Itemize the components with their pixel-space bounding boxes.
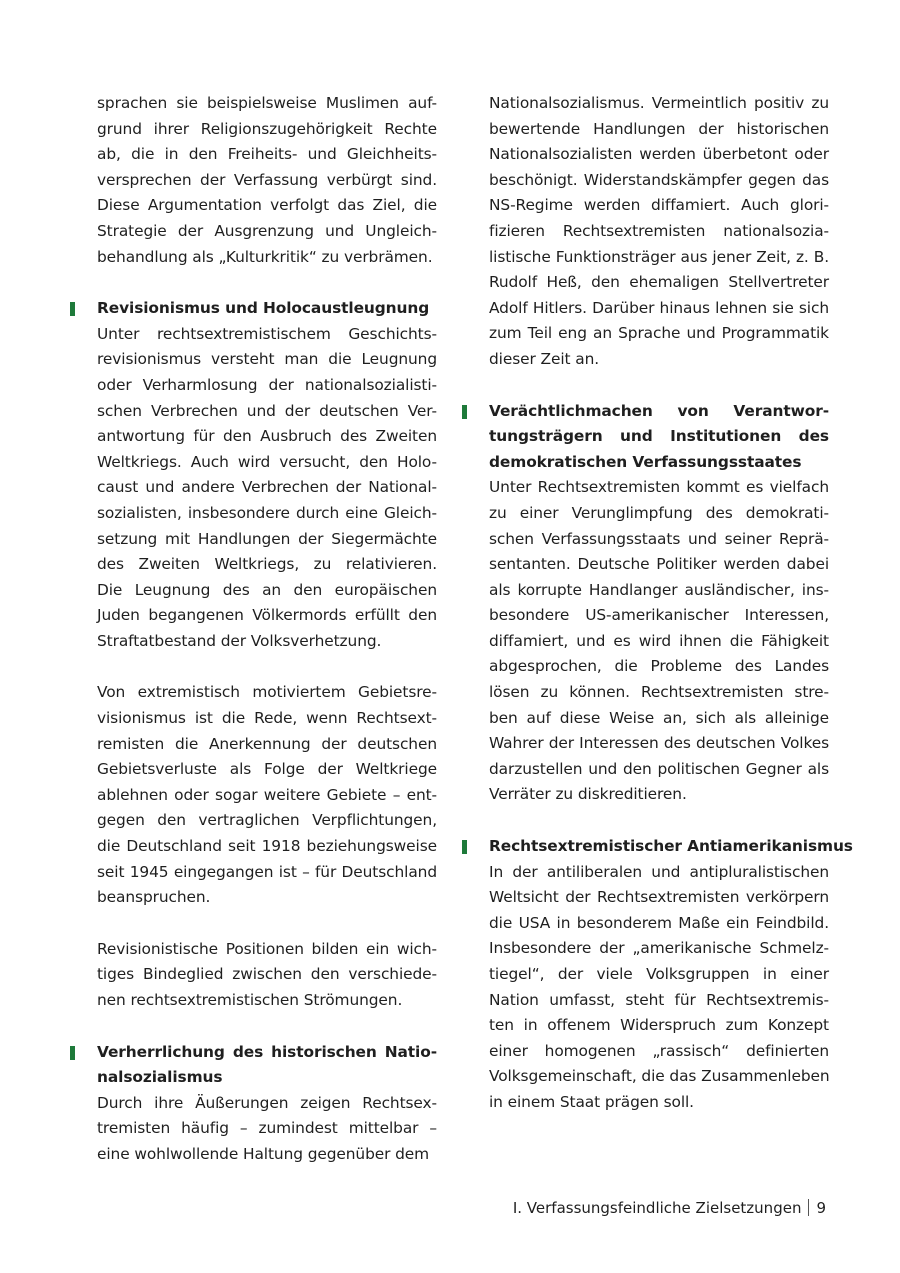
paragraph-gap xyxy=(97,270,437,296)
text-line: die Deutschland seit 1918 beziehungsweise xyxy=(97,837,437,856)
text-line: Unter Rechtsextremisten kommt es vielfach xyxy=(489,478,829,497)
text-line: Weltkriegs. Auch wird versucht, den Holo- xyxy=(97,452,437,471)
text-line: Diese Argumentation verfolgt das Ziel, die xyxy=(97,196,437,215)
text-line: schen Verfassungsstaats und seiner Reprä- xyxy=(489,529,829,548)
paragraph-gap xyxy=(489,808,829,834)
section-verherrlichung xyxy=(97,1040,437,1168)
text-line: tiegel“, der viele Volksgruppen in einer xyxy=(489,965,829,983)
section-bullet-marker xyxy=(462,405,467,419)
text-line: nen rechtsextremistischen Strömungen. xyxy=(97,991,403,1009)
text-line: Die Leugnung des an den europäischen xyxy=(97,580,437,599)
text-line: In der antiliberalen und antipluralistischen xyxy=(489,862,829,881)
text-line: setzung mit Handlungen der Siegermächte xyxy=(97,529,437,548)
text-line: Nationalsozialisten werden überbetont oder xyxy=(489,145,829,164)
text-line: ab, die in den Freiheits- und Gleichheits- xyxy=(97,145,437,164)
section-revisionismus xyxy=(97,296,437,1013)
text-line: gegen den vertraglichen Verpflichtungen, xyxy=(97,811,437,830)
text-line: remisten die Anerkennung der deutschen xyxy=(97,734,437,753)
paragraph-gap xyxy=(489,373,829,399)
text-line: caust und andere Verbrechen der National- xyxy=(97,478,437,497)
section-veraechtlichmachen xyxy=(489,399,829,809)
section-bullet-marker xyxy=(70,302,75,316)
text-line: sentanten. Deutsche Politiker werden dabei xyxy=(489,555,829,574)
footer-separator xyxy=(808,1199,809,1216)
section-heading-line: nalsozialismus xyxy=(97,1068,223,1087)
paragraph-gap xyxy=(97,911,437,937)
text-line: des Zweiten Weltkriegs, zu relativieren. xyxy=(97,555,437,574)
text-line: ben auf diese Weise an, sich als alleinige xyxy=(489,708,829,727)
text-line: listische Funktionsträger aus jener Zeit, z. B. xyxy=(489,247,829,266)
text-line: eine wohlwollende Haltung gegenüber dem xyxy=(97,1144,430,1163)
text-line: sprachen sie beispielsweise Muslimen auf- xyxy=(97,94,437,112)
text-line: ablehnen oder sogar weitere Gebiete – ent- xyxy=(97,785,437,804)
text-line: sozialisten, insbesondere durch eine Gleich- xyxy=(97,503,437,522)
section-heading-line: tungsträgern und Institutionen des xyxy=(489,427,829,446)
text-line: beschönigt. Widerstandskämpfer gegen das xyxy=(489,170,829,189)
text-line: beanspruchen. xyxy=(97,888,211,907)
text-line: ten in offenem Widerspruch zum Konzept xyxy=(489,1016,829,1035)
text-line: Straftatbestand der Volksverhetzung. xyxy=(97,631,382,650)
text-line: einer homogenen „rassisch“ definierten xyxy=(489,1041,829,1060)
text-line: die USA in besonderem Maße ein Feindbild. xyxy=(489,913,829,932)
section-heading-line: Verächtlichmachen von Verantwor- xyxy=(489,401,829,420)
text-line: Volksgemeinschaft, die das Zusammenleben xyxy=(489,1067,830,1086)
text-line: diffamiert, und es wird ihnen die Fähigkeit xyxy=(489,631,829,650)
text-line: Gebietsverluste als Folge der Weltkriege xyxy=(97,760,437,779)
section-heading-line: Rechtsextremistischer Antiamerikanismus xyxy=(489,837,853,856)
text-line: NS-Regime werden diffamiert. Auch glori- xyxy=(489,196,829,215)
paragraph-gap xyxy=(97,1014,437,1040)
section-heading-line: demokratischen Verfassungsstaates xyxy=(489,452,802,471)
text-line: revisionismus versteht man die Leugnung xyxy=(97,350,437,369)
text-line: als korrupte Handlanger ausländischer, ins- xyxy=(489,580,829,599)
text-line: abgesprochen, die Probleme des Landes xyxy=(489,657,829,676)
text-line: Revisionistische Positionen bilden ein wich- xyxy=(97,939,437,958)
text-line: oder Verharmlosung der nationalsozialisti- xyxy=(97,375,437,394)
page-footer xyxy=(513,1198,826,1218)
text-line: tremisten häufig – zumindest mittelbar – xyxy=(97,1119,437,1138)
text-line: fizieren Rechtsextremisten nationalsozia- xyxy=(489,221,829,240)
text-line: antwortung für den Ausbruch des Zweiten xyxy=(97,427,437,446)
text-line: lösen zu können. Rechtsextremisten stre- xyxy=(489,683,829,702)
text-line: zu einer Verunglimpfung des demokrati- xyxy=(489,503,829,522)
text-line: in einem Staat prägen soll. xyxy=(489,1092,694,1111)
text-line: Durch ihre Äußerungen zeigen Rechtsex- xyxy=(97,1093,437,1112)
text-line: tiges Bindeglied zwischen den verschiede- xyxy=(97,965,437,984)
text-line: darzustellen und den politischen Gegner als xyxy=(489,759,829,778)
section-antiamerikanismus xyxy=(489,834,853,1116)
text-line: bewertende Handlungen der historischen xyxy=(489,119,829,138)
text-line: Strategie der Ausgrenzung und Ungleich- xyxy=(97,221,437,240)
text-line: Nation umfasst, steht für Rechtsextremis- xyxy=(489,990,829,1009)
left-column xyxy=(97,91,437,1168)
text-line: schen Verbrechen und der deutschen Ver- xyxy=(97,401,437,420)
text-line: Rudolf Heß, den ehemaligen Stellvertreter xyxy=(489,273,829,292)
section-heading-line: Revisionismus und Holocaustleugnung xyxy=(97,299,430,318)
section-bullet-marker xyxy=(462,840,467,854)
text-line: Nationalsozialismus. Vermeintlich positiv zu xyxy=(489,94,829,112)
text-line: dieser Zeit an. xyxy=(489,349,600,368)
footer-chapter-title: I. Verfassungsfeindliche Zielsetzungen xyxy=(512,1199,802,1217)
text-line: Weltsicht der Rechtsextremisten verkörpern xyxy=(489,888,829,907)
page-number: 9 xyxy=(816,1199,826,1217)
text-line: versprechen der Verfassung verbürgt sind. xyxy=(97,170,437,189)
text-line: Unter rechtsextremistischem Geschichts- xyxy=(97,324,437,343)
text-line: Adolf Hitlers. Darüber hinaus lehnen sie sich xyxy=(489,298,829,317)
text-line: seit 1945 eingegangen ist – für Deutschland xyxy=(97,862,437,881)
section-heading-line: Verherrlichung des historischen Natio- xyxy=(97,1042,437,1061)
text-line: visionismus ist die Rede, wenn Rechtsext- xyxy=(97,709,437,728)
section-bullet-marker xyxy=(70,1046,75,1060)
text-line: grund ihrer Religionszugehörigkeit Rechte xyxy=(97,119,437,138)
right-column xyxy=(489,91,853,1116)
text-line: Wahrer der Interessen des deutschen Volkes xyxy=(489,734,829,753)
text-line: zum Teil eng an Sprache und Programmatik xyxy=(489,324,829,343)
text-line: Verräter zu diskreditieren. xyxy=(489,785,687,804)
text-line: behandlung als „Kulturkritik“ zu verbrämen. xyxy=(97,247,433,266)
text-line: Insbesondere der „amerikanische Schmelz- xyxy=(489,939,829,958)
paragraph-gap xyxy=(97,654,437,680)
text-line: Von extremistisch motiviertem Gebietsre- xyxy=(97,683,437,702)
text-line: Juden begangenen Völkermords erfüllt den xyxy=(97,606,437,625)
text-line: besondere US-amerikanischer Interessen, xyxy=(489,606,829,625)
